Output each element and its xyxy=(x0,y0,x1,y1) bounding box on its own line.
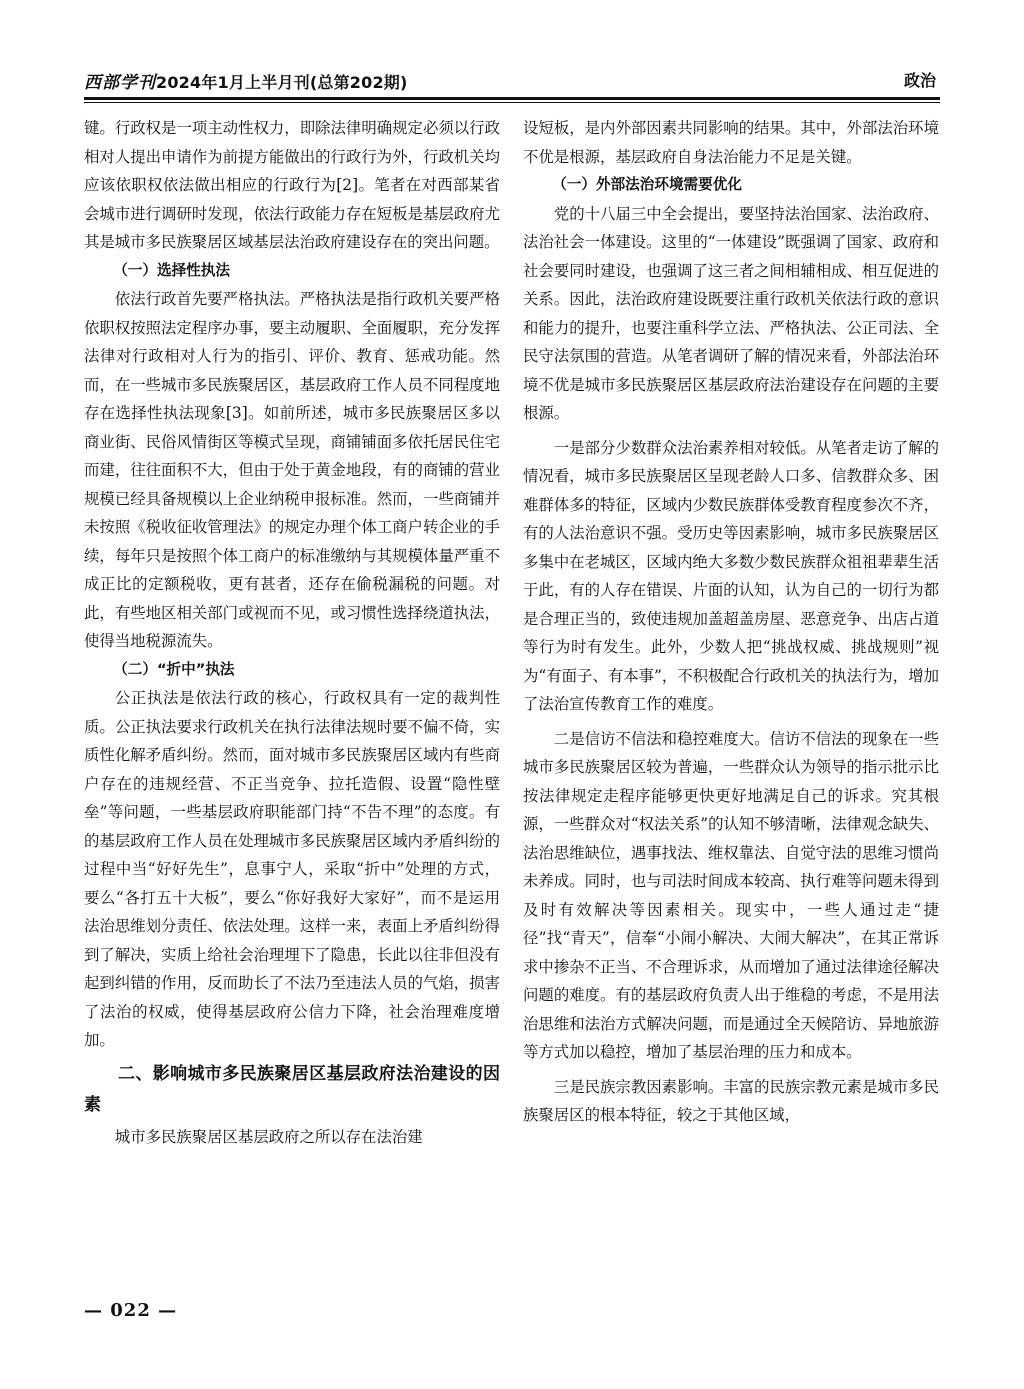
page-number: — 022 — xyxy=(84,1300,178,1321)
issue-info: 2024年1月上半月刊(总第202期) xyxy=(156,73,408,92)
body-paragraph: 依法行政首先要严格执法。严格执法是指行政机关要严格依职权按照法定程序办事，要主动履职、全面履职，充分发挥法律对行政相对人行为的指引、评价、教育、惩戒功能。然而，在一些城市多民族聚居区，基层政府工作人员不同程度地存在选择性执法现象[3]。如前所述，城市多民族聚居区多以商业街、民俗风情街区等模式呈现，商铺铺面多依托居民住宅而建，往往面积不大，但由于处于黄金地段，有的商铺的营业规模已经具备规模以上企业纳税申报标准。然而，一些商铺并未按照《税收征收管理法》的规定办理个体工商户转企业的手续，每年只是按照个体工商户的标准缴纳与其规模体量严重不成正比的定额税收，更有甚者，还存在偷税漏税的问题。对此，有些地区相关部门或视而不见，或习惯性选择绕道执法，使得当地税源流失。 xyxy=(84,290,500,650)
header-rule-thin xyxy=(84,102,940,103)
subsection-heading: （一）选择性执法 xyxy=(113,261,230,279)
body-paragraph: 城市多民族聚居区基层政府之所以存在法治建 xyxy=(114,1127,423,1146)
section-heading: 二、影响城市多民族聚居区基层政府法治建设的因素 xyxy=(84,1063,500,1115)
body-paragraph: 键。行政权是一项主动性权力，即除法律明确规定必须以行政相对人提出申请作为前提方能做出的行政行为外，行政机关均应该依职权依法做出相应的行政行为[2]。笔者在对西部某省会城市进行调研时发现，依法行政能力存在短板是基层政府尤其是城市多民族聚居区域基层法治政府建设存在的突出问题。 xyxy=(84,119,500,251)
right-column xyxy=(523,114,939,1130)
body-paragraph: 二是信访不信法和稳控难度大。信访不信法的现象在一些城市多民族聚居区较为普遍，一些群众认为领导的指示批示比按法律规定走程序能够更快更好地满足自己的诉求。究其根源，一些群众对“权法关系”的认知不够清晰，法律观念缺失、法治思维缺位，遇事找法、维权靠法、自觉守法的思维习惯尚未养成。同时，也与司法时间成本较高、执行难等问题未得到及时有效解决等因素相关。现实中，一些人通过走“捷径”找“青天”，信奉“小闹小解决、大闹大解决”，在其正常诉求中掺杂不正当、不合理诉求，从而增加了通过法律途径解决问题的难度。有的基层政府负责人出于维稳的考虑，不是用法治思维和法治方式解决问题，而是通过全天候陪访、异地旅游等方式加以稳控，增加了基层治理的压力和成本。 xyxy=(523,729,939,1061)
journal-masthead xyxy=(84,68,408,93)
subsection-heading: （一）外部法治环境需要优化 xyxy=(552,176,742,193)
journal-logo: 西部学刊 xyxy=(84,73,156,93)
header-rule xyxy=(84,97,940,100)
left-column xyxy=(84,114,500,1151)
subsection-heading: （二）“折中”执法 xyxy=(113,660,235,678)
body-paragraph: 公正执法是依法行政的核心，行政权具有一定的裁判性质。公正执法要求行政机关在执行法律法规时要不偏不倚，实质性化解矛盾纠纷。然而，面对城市多民族聚居区域内有些商户存在的违规经营、不正当竞争、拉托造假、设置“隐性壁垒”等问题，一些基层政府职能部门持“不告不理”的态度。有的基层政府工作人员在处理城市多民族聚居区域内矛盾纠纷的过程中当“好好先生”，息事宁人，采取“折中”处理的方式，要么“各打五十大板”，要么“你好我好大家好”，而不是运用法治思维划分责任、依法处理。这样一来，表面上矛盾纠纷得到了解决，实质上给社会治理埋下了隐患，长此以往非但没有起到纠错的作用，反而助长了不法乃至违法人员的气焰，损害了法治的权威，使得基层政府公信力下降，社会治理难度增加。 xyxy=(84,689,500,1049)
section-name: 政治 xyxy=(903,71,936,90)
body-paragraph: 一是部分少数群众法治素养相对较低。从笔者走访了解的情况看，城市多民族聚居区呈现老龄人口多、信教群众多、困难群体多的特征，区域内少数民族群体受教育程度参次不齐，有的人法治意识不强。受历史等因素影响，城市多民族聚居区多集中在老城区，区域内绝大多数少数民族群众祖祖辈辈生活于此，有的人存在错误、片面的认知，认为自己的一切行为都是合理正当的，致使违规加盖超盖房屋、恶意竞争、出店占道等行为时有发生。此外，少数人把“挑战权威、挑战规则”视为“有面子、有本事”，不积极配合行政机关的执法行为，增加了法治宣传教育工作的难度。 xyxy=(523,438,939,713)
body-paragraph: 三是民族宗教因素影响。丰富的民族宗教元素是城市多民族聚居区的根本特征，较之于其他区域， xyxy=(523,1077,939,1124)
body-paragraph: 设短板，是内外部因素共同影响的结果。其中，外部法治环境不优是根源，基层政府自身法治能力不足是关键。 xyxy=(523,119,939,166)
running-header xyxy=(84,66,940,98)
body-paragraph: 党的十八届三中全会提出，要坚持法治国家、法治政府、法治社会一体建设。这里的“一体建设”既强调了国家、政府和社会要同时建设，也强调了这三者之间相辅相成、相互促进的关系。因此，法治政府建设既要注重行政机关依法行政的意识和能力的提升，也要注重科学立法、严格执法、公正司法、全民守法氛围的营造。从笔者调研了解的情况来看，外部法治环境不优是城市多民族聚居区基层政府法治建设存在问题的主要根源。 xyxy=(523,204,939,422)
